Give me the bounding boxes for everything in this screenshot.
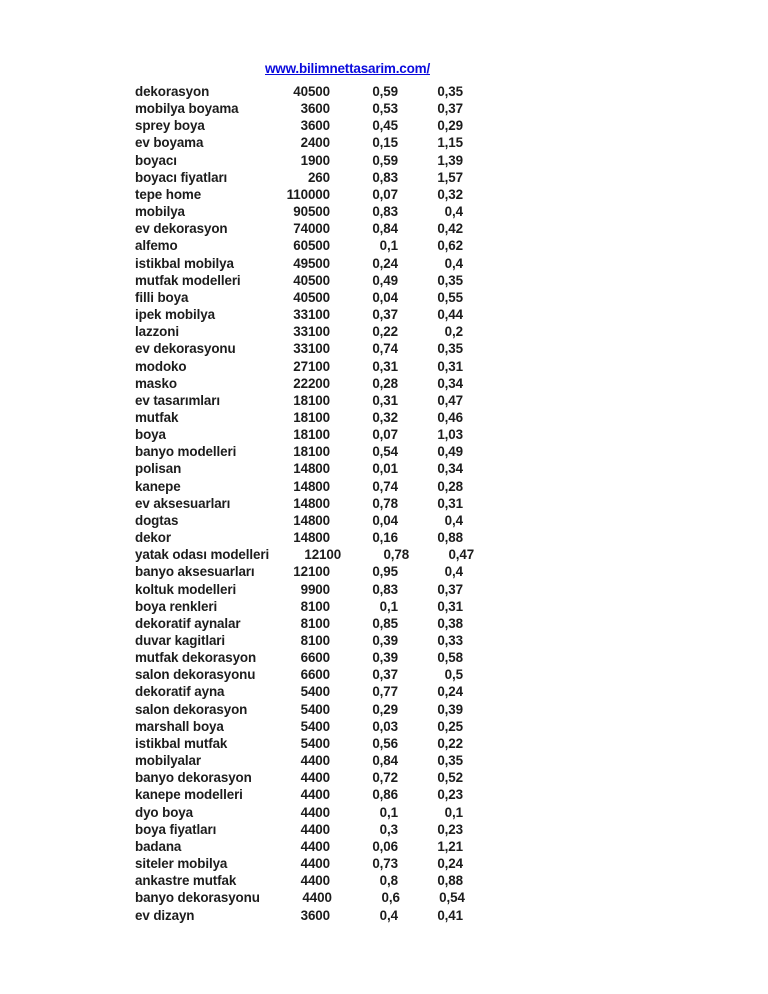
search-volume-cell: 14800 — [293, 495, 330, 511]
table-row — [135, 358, 463, 375]
metric1-cell: 0,8 — [379, 873, 398, 889]
keyword-cell: filli boya — [135, 289, 189, 305]
table-row — [135, 323, 463, 340]
search-volume-cell: 40500 — [293, 272, 330, 288]
search-volume-cell: 33100 — [293, 324, 330, 340]
metric1-cell: 0,53 — [372, 101, 398, 117]
keyword-cell: ev tasarımları — [135, 392, 220, 408]
metric2-cell: 0,88 — [437, 530, 463, 546]
metric2-cell: 0,33 — [437, 633, 463, 648]
search-volume-cell: 12100 — [304, 547, 342, 563]
metric1-cell: 0,31 — [372, 392, 398, 408]
search-volume-cell: 8100 — [300, 633, 330, 648]
table-row — [135, 512, 463, 529]
search-volume-cell: 14800 — [293, 530, 330, 546]
metric1-cell: 0,49 — [372, 272, 398, 288]
keyword-cell: banyo dekorasyon — [135, 770, 252, 786]
website-link[interactable]: www.bilimnettasarim.com/ — [265, 61, 430, 76]
metric1-cell: 0,78 — [372, 495, 398, 511]
table-row — [135, 186, 463, 203]
table-row — [135, 220, 463, 237]
table-row — [135, 409, 463, 426]
metric2-cell: 0,37 — [437, 101, 463, 117]
search-volume-cell: 5400 — [300, 701, 330, 717]
table-row — [135, 272, 463, 289]
search-volume-cell: 14800 — [293, 478, 330, 494]
table-row — [135, 735, 463, 752]
search-volume-cell: 18100 — [293, 392, 330, 408]
search-volume-cell: 3600 — [300, 101, 330, 117]
keyword-cell: dogtas — [135, 512, 179, 528]
metric1-cell: 0,74 — [372, 478, 398, 494]
keyword-cell: ipek mobilya — [135, 307, 215, 323]
search-volume-cell: 4400 — [300, 787, 330, 803]
table-row — [135, 838, 463, 855]
metric1-cell: 0,86 — [372, 787, 398, 803]
metric1-cell: 0,83 — [372, 169, 398, 185]
metric2-cell: 0,35 — [437, 341, 463, 357]
metric1-cell: 0,83 — [372, 581, 398, 597]
metric1-cell: 0,39 — [372, 633, 398, 648]
keyword-table — [135, 83, 475, 924]
metric2-cell: 1,39 — [437, 152, 463, 168]
search-volume-cell: 3600 — [300, 118, 330, 134]
table-row — [135, 752, 463, 769]
metric1-cell: 0,07 — [372, 186, 398, 202]
metric1-cell: 0,29 — [372, 701, 398, 717]
keyword-cell: istikbal mobilya — [135, 255, 234, 271]
table-row — [135, 581, 463, 598]
search-volume-cell: 27100 — [293, 358, 330, 374]
keyword-cell: ev dizayn — [135, 907, 195, 923]
search-volume-cell: 4400 — [300, 804, 330, 820]
table-row — [135, 701, 463, 718]
keyword-cell: polisan — [135, 461, 182, 477]
keyword-cell: marshall boya — [135, 718, 224, 734]
table-row — [135, 443, 463, 460]
keyword-cell: boya — [135, 427, 166, 443]
search-volume-cell: 4400 — [300, 753, 330, 769]
table-row — [135, 786, 463, 803]
keyword-cell: salon dekorasyonu — [135, 667, 256, 683]
metric1-cell: 0,83 — [372, 204, 398, 220]
table-row — [135, 615, 463, 632]
search-volume-cell: 4400 — [300, 873, 330, 889]
search-volume-cell: 260 — [307, 169, 330, 185]
search-volume-cell: 5400 — [300, 735, 330, 751]
table-row — [135, 306, 463, 323]
table-row — [135, 598, 463, 615]
metric2-cell: 0,23 — [437, 787, 463, 803]
table-row — [135, 392, 463, 409]
table-row — [135, 478, 463, 495]
keyword-cell: yatak odası modelleri — [135, 547, 270, 563]
table-row — [135, 563, 463, 580]
table-row — [135, 152, 463, 169]
search-volume-cell: 12100 — [293, 564, 330, 580]
metric2-cell: 0,25 — [437, 718, 463, 734]
table-row — [135, 718, 463, 735]
metric1-cell: 0,84 — [372, 753, 398, 769]
metric1-cell: 0,95 — [372, 564, 398, 580]
keyword-cell: badana — [135, 838, 182, 854]
metric2-cell: 1,21 — [437, 838, 463, 854]
metric1-cell: 0,28 — [372, 375, 398, 391]
table-row — [135, 666, 463, 683]
table-row — [135, 340, 463, 357]
search-volume-cell: 1900 — [300, 152, 330, 168]
keyword-cell: siteler mobilya — [135, 856, 228, 872]
table-row — [135, 237, 463, 254]
metric1-cell: 0,04 — [372, 512, 398, 528]
metric2-cell: 0,55 — [437, 289, 463, 305]
table-row — [135, 134, 463, 151]
table-row — [135, 426, 463, 443]
keyword-cell: mobilyalar — [135, 753, 201, 769]
table-row — [135, 169, 463, 186]
keyword-cell: kanepe — [135, 478, 181, 494]
table-row — [135, 460, 463, 477]
keyword-cell: banyo modelleri — [135, 444, 237, 460]
search-volume-cell: 5400 — [300, 718, 330, 734]
table-row — [135, 546, 475, 563]
search-volume-cell: 40500 — [293, 289, 330, 305]
search-volume-cell: 74000 — [293, 221, 330, 237]
metric2-cell: 0,54 — [439, 890, 465, 906]
metric2-cell: 0,39 — [437, 701, 463, 717]
table-row — [135, 632, 463, 649]
metric2-cell: 0,35 — [437, 753, 463, 769]
metric1-cell: 0,85 — [372, 615, 398, 631]
metric1-cell: 0,03 — [372, 718, 398, 734]
search-volume-cell: 5400 — [300, 684, 330, 700]
metric2-cell: 0,24 — [437, 684, 463, 700]
search-volume-cell: 9900 — [300, 581, 330, 597]
table-row — [135, 683, 463, 700]
metric2-cell: 0,41 — [437, 907, 463, 923]
search-volume-cell: 8100 — [300, 598, 330, 614]
table-row — [135, 255, 463, 272]
keyword-cell: sprey boya — [135, 118, 205, 134]
metric2-cell: 0,46 — [437, 409, 463, 425]
keyword-cell: tepe home — [135, 186, 202, 202]
keyword-cell: ev dekorasyonu — [135, 341, 236, 357]
search-volume-cell: 33100 — [293, 341, 330, 357]
keyword-cell: dyo boya — [135, 804, 193, 820]
search-volume-cell: 4400 — [300, 821, 330, 837]
metric1-cell: 0,84 — [372, 221, 398, 237]
keyword-cell: duvar kagitlari — [135, 633, 226, 648]
keyword-cell: banyo dekorasyonu — [135, 890, 260, 906]
table-row — [135, 529, 463, 546]
metric2-cell: 0,31 — [437, 358, 463, 374]
metric1-cell: 0,07 — [372, 427, 398, 443]
metric1-cell: 0,06 — [372, 838, 398, 854]
metric2-cell: 0,29 — [437, 118, 463, 134]
search-volume-cell: 60500 — [293, 238, 330, 254]
metric1-cell: 0,16 — [372, 530, 398, 546]
metric2-cell: 0,62 — [437, 238, 463, 254]
search-volume-cell: 110000 — [286, 186, 330, 202]
metric1-cell: 0,37 — [372, 667, 398, 683]
keyword-cell: salon dekorasyon — [135, 701, 248, 717]
keyword-cell: modoko — [135, 358, 187, 374]
search-volume-cell: 49500 — [293, 255, 330, 271]
metric1-cell: 0,59 — [372, 84, 398, 99]
search-volume-cell: 18100 — [293, 444, 330, 460]
metric1-cell: 0,1 — [379, 598, 398, 614]
search-volume-cell: 4400 — [302, 890, 332, 906]
metric2-cell: 0,31 — [437, 495, 463, 511]
metric2-cell: 0,34 — [437, 375, 463, 391]
keyword-cell: mobilya boyama — [135, 101, 239, 117]
metric2-cell: 0,58 — [437, 650, 463, 666]
search-volume-cell: 4400 — [300, 856, 330, 872]
metric1-cell: 0,1 — [379, 238, 398, 254]
keyword-cell: istikbal mutfak — [135, 735, 228, 751]
metric2-cell: 0,28 — [437, 478, 463, 494]
table-row — [135, 855, 463, 872]
metric2-cell: 0,4 — [444, 564, 463, 580]
metric2-cell: 0,35 — [437, 84, 463, 99]
metric1-cell: 0,01 — [372, 461, 398, 477]
table-row — [135, 907, 463, 924]
keyword-cell: ankastre mutfak — [135, 873, 237, 889]
metric2-cell: 0,47 — [448, 547, 475, 563]
metric1-cell: 0,6 — [381, 890, 400, 906]
metric1-cell: 0,78 — [383, 547, 410, 563]
keyword-cell: ev dekorasyon — [135, 221, 228, 237]
metric2-cell: 0,32 — [437, 186, 463, 202]
search-volume-cell: 90500 — [293, 204, 330, 220]
search-volume-cell: 22200 — [293, 375, 330, 391]
search-volume-cell: 40500 — [293, 84, 330, 99]
keyword-cell: koltuk modelleri — [135, 581, 237, 597]
table-row — [135, 649, 463, 666]
metric1-cell: 0,24 — [372, 255, 398, 271]
table-row — [135, 117, 463, 134]
metric1-cell: 0,54 — [372, 444, 398, 460]
metric1-cell: 0,56 — [372, 735, 398, 751]
metric2-cell: 0,24 — [437, 856, 463, 872]
keyword-cell: kanepe modelleri — [135, 787, 243, 803]
metric1-cell: 0,74 — [372, 341, 398, 357]
metric2-cell: 0,47 — [437, 392, 463, 408]
search-volume-cell: 14800 — [293, 512, 330, 528]
metric2-cell: 1,03 — [437, 427, 463, 443]
metric1-cell: 0,32 — [372, 409, 398, 425]
search-volume-cell: 4400 — [300, 838, 330, 854]
keyword-cell: ev aksesuarları — [135, 495, 231, 511]
metric2-cell: 0,44 — [437, 307, 463, 323]
keyword-cell: boyacı fiyatları — [135, 169, 228, 185]
keyword-cell: dekor — [135, 530, 171, 546]
table-row — [135, 203, 463, 220]
metric2-cell: 0,38 — [437, 615, 463, 631]
metric2-cell: 0,42 — [437, 221, 463, 237]
metric2-cell: 0,34 — [437, 461, 463, 477]
search-volume-cell: 18100 — [293, 427, 330, 443]
search-volume-cell: 33100 — [293, 307, 330, 323]
search-volume-cell: 3600 — [300, 907, 330, 923]
metric2-cell: 1,15 — [437, 135, 463, 151]
metric1-cell: 0,59 — [372, 152, 398, 168]
table-row — [135, 769, 463, 786]
metric2-cell: 0,4 — [444, 512, 463, 528]
metric1-cell: 0,1 — [379, 804, 398, 820]
keyword-cell: dekoratif ayna — [135, 684, 225, 700]
keyword-cell: ev boyama — [135, 135, 204, 151]
metric1-cell: 0,31 — [372, 358, 398, 374]
metric1-cell: 0,3 — [379, 821, 398, 837]
keyword-cell: banyo aksesuarları — [135, 564, 255, 580]
keyword-cell: dekoratif aynalar — [135, 615, 241, 631]
table-row — [135, 100, 463, 117]
keyword-cell: mutfak dekorasyon — [135, 650, 257, 666]
metric2-cell: 0,22 — [437, 735, 463, 751]
keyword-cell: lazzoni — [135, 324, 179, 340]
metric2-cell: 0,88 — [437, 873, 463, 889]
keyword-cell: mobilya — [135, 204, 185, 220]
metric2-cell: 0,1 — [444, 804, 463, 820]
table-row — [135, 821, 463, 838]
metric2-cell: 0,4 — [444, 204, 463, 220]
table-row — [135, 889, 463, 906]
metric1-cell: 0,22 — [372, 324, 398, 340]
search-volume-cell: 18100 — [293, 409, 330, 425]
keyword-cell: mutfak — [135, 409, 179, 425]
metric1-cell: 0,73 — [372, 856, 398, 872]
metric2-cell: 0,23 — [437, 821, 463, 837]
table-row — [135, 83, 463, 100]
metric1-cell: 0,77 — [372, 684, 398, 700]
keyword-cell: alfemo — [135, 238, 178, 254]
metric1-cell: 0,39 — [372, 650, 398, 666]
metric1-cell: 0,15 — [372, 135, 398, 151]
metric2-cell: 0,5 — [444, 667, 463, 683]
table-row — [135, 375, 463, 392]
metric2-cell: 0,37 — [437, 581, 463, 597]
keyword-cell: masko — [135, 375, 177, 391]
search-volume-cell: 6600 — [300, 650, 330, 666]
search-volume-cell: 8100 — [300, 615, 330, 631]
metric1-cell: 0,4 — [379, 907, 398, 923]
table-row — [135, 495, 463, 512]
keyword-cell: boya fiyatları — [135, 821, 217, 837]
metric2-cell: 0,4 — [444, 255, 463, 271]
search-volume-cell: 14800 — [293, 461, 330, 477]
keyword-cell: dekorasyon — [135, 84, 210, 99]
metric1-cell: 0,04 — [372, 289, 398, 305]
table-row — [135, 872, 463, 889]
metric2-cell: 1,57 — [437, 169, 463, 185]
metric2-cell: 0,49 — [437, 444, 463, 460]
keyword-cell: boya renkleri — [135, 598, 218, 614]
search-volume-cell: 6600 — [300, 667, 330, 683]
search-volume-cell: 4400 — [300, 770, 330, 786]
metric2-cell: 0,31 — [437, 598, 463, 614]
table-row — [135, 289, 463, 306]
metric2-cell: 0,2 — [444, 324, 463, 340]
keyword-cell: boyacı — [135, 152, 177, 168]
metric1-cell: 0,72 — [372, 770, 398, 786]
search-volume-cell: 2400 — [300, 135, 330, 151]
keyword-cell: mutfak modelleri — [135, 272, 241, 288]
metric1-cell: 0,37 — [372, 307, 398, 323]
metric1-cell: 0,45 — [372, 118, 398, 134]
metric2-cell: 0,52 — [437, 770, 463, 786]
metric2-cell: 0,35 — [437, 272, 463, 288]
table-row — [135, 804, 463, 821]
